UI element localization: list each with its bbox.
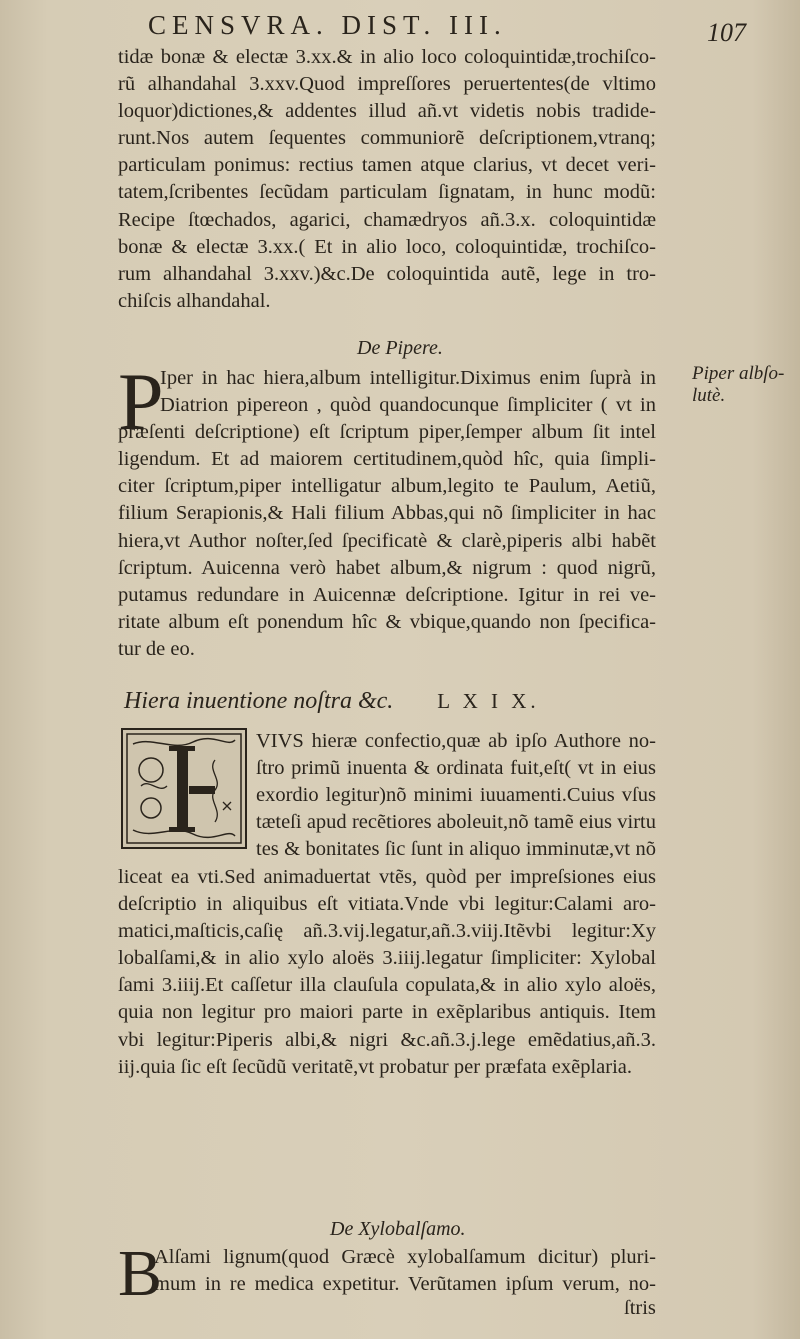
text-line: præſenti deſcriptione) eſt ſcriptum piper,ſemper album ſit intel: [118, 421, 656, 444]
text-line: putamus redundare in Auicennæ deſcriptione. Igitur in rei ve-: [118, 583, 656, 606]
paragraph-1: [118, 44, 656, 315]
text-line: tidæ bonæ & electæ 3.xx.& in alio loco coloquintidæ,trochiſco-: [118, 46, 656, 68]
woodcut-ornament-icon: [123, 730, 245, 847]
text-line: filium Serapionis,& Hali filium Abbas,qui nõ ſimpliciter in hac: [118, 502, 656, 525]
text-line: tatem,ſcribentes ſecũdam particulam ſignatam, in hunc modũ:: [118, 181, 656, 204]
text-line: tæteſi apud recẽtiores aboleuit,nõ tamẽ eius virtu: [256, 811, 656, 834]
drop-cap-b: B: [118, 1237, 163, 1310]
text-line: liceat ea vti.Sed animaduertat vtẽs, quòd per impreſsiones eius: [118, 866, 656, 888]
paragraph-4: [118, 1244, 656, 1298]
text-line: Iper in hac hiera,album intelligitur.Diximus enim ſuprà in: [160, 367, 656, 389]
woodcut-initial-h: [121, 728, 247, 849]
text-line: ligendum. Et ad maiorem certitudinem,quòd hîc, quia ſimpli-: [118, 448, 656, 471]
text-line: Alſami lignum(quod Græcè xylobalſamum dicitur) pluri-: [154, 1246, 656, 1268]
text-line: iij.quia ſic eſt ſecũdũ veritatẽ,vt probatur per præfata exẽplaria.: [118, 1055, 632, 1078]
chapter-heading: [124, 688, 540, 715]
text-line: quia non legitur pro maiori parte in exẽplaribus antiquis. Item: [118, 1001, 656, 1024]
running-title: CENSVRA. DIST. III.: [148, 10, 507, 40]
text-line: ritate album eſt ponendum hîc & vbique,quando non ſpecifica-: [118, 610, 656, 633]
marginal-note: Piper albſo- lutè.: [692, 363, 785, 406]
chapter-number: L X I X.: [437, 689, 540, 713]
text-line: lobalſami,& in alio xylo aloës 3.iiij.legatur ſimpliciter: Xylobal: [118, 947, 656, 970]
text-line: mum in re medica expetitur. Verũtamen ipſum verum, no-: [154, 1273, 656, 1296]
text-line: deſcriptio in aliquibus eſt vitiata.Vnde vbi legitur:Calami aro-: [118, 893, 656, 916]
text-line: exordio legitur)nõ minimi iuuamenti.Cuius vſus: [256, 784, 656, 807]
text-line: hiera,vt Author noſter,ſed ſpecificatè & clarè,piperis albi habẽt: [118, 529, 656, 552]
text-line: Recipe ſtœchados, agarici, chamædryos añ.3.x. coloquintidæ: [118, 208, 656, 231]
text-line: loquor)dictiones,& addentes illud añ.vt videtis nobis tradide-: [118, 100, 656, 123]
text-line: vbi legitur:Piperis albi,& nigri &c.añ.3.j.lege emẽdatius,añ.3.: [118, 1028, 656, 1051]
chapter-title: Hiera inuentione noſtra &c.: [124, 688, 394, 714]
subheading-de-xylobalsamo: De Xylobalſamo.: [330, 1218, 466, 1240]
text-line: ſami 3.iiij.Et caſſetur illa clauſula copulata,& in alio xylo aloës,: [118, 974, 656, 997]
catchword: ſtris: [624, 1297, 656, 1319]
text-line: matici,maſticis,caſię añ.3.vij.legatur,añ.3.viij.Itẽvbi legitur:Xy: [118, 920, 656, 943]
text-line: citer ſcriptum,piper intelligatur album,legito te Paulum, Aetiũ,: [118, 475, 656, 498]
text-line: runt.Nos autem ſequentes communiorẽ deſcriptionem,vtranq;: [118, 127, 656, 150]
paragraph-3-indented: [256, 728, 656, 863]
text-line: rũ alhandahal 3.xxv.Quod impreſſores peruertentes(de vltimo: [118, 73, 656, 96]
text-line: rum alhandahal 3.xxv.)&c.De coloquintida autẽ, lege in tro-: [118, 262, 656, 285]
text-line: tur de eo.: [118, 637, 195, 660]
text-line: chiſcis alhandahal.: [118, 289, 271, 312]
text-line: tes & bonitates ſic ſunt in aliquo imminutæ,vt nõ: [256, 838, 656, 861]
paragraph-2: [118, 356, 656, 663]
text-line: ſcriptum. Auicenna verò habet album,& nigrum : quod nigrũ,: [118, 556, 656, 579]
page-number: 107: [707, 18, 746, 47]
text-line: ſtro primũ inuenta & ordinata fuit,eſt( vt in eius: [256, 757, 656, 780]
text-line: VIVS hieræ confectio,quæ ab ipſo Authore no-: [256, 730, 656, 752]
text-line: particulam ponimus: rectius tamen atque clarius, vt decet veri-: [118, 154, 656, 177]
subheading-de-pipere: De Pipere.: [357, 337, 443, 359]
text-line: Diatrion pipereon , quòd quandocunque ſimpliciter ( vt in: [160, 394, 656, 417]
paragraph-3: [118, 864, 656, 1081]
drop-cap-p: P: [118, 356, 164, 447]
text-line: bonæ & electæ 3.xx.( Et in alio loco, coloquintidæ, trochiſco-: [118, 235, 656, 258]
